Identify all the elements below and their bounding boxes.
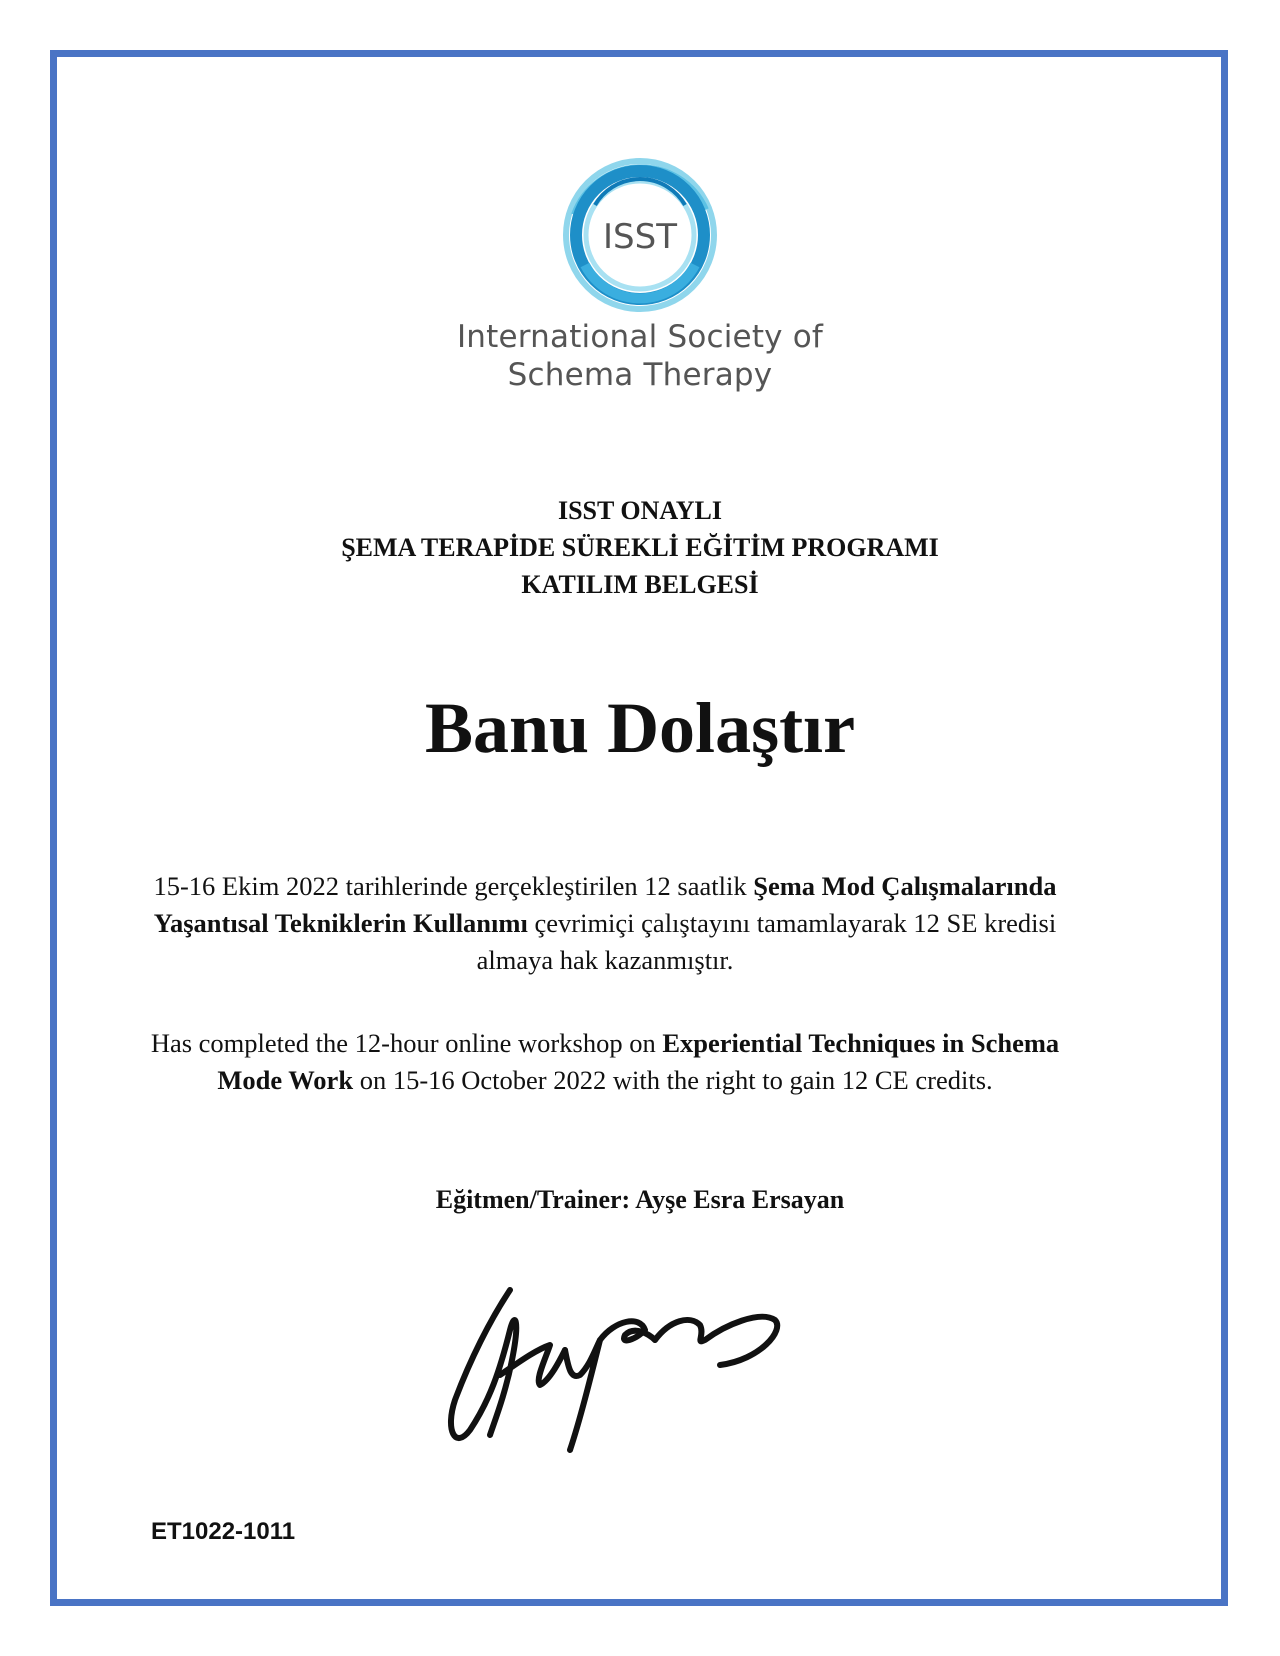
heading-line2: ŞEMA TERAPİDE SÜREKLİ EĞİTİM PROGRAMI	[341, 533, 939, 562]
trainer-line: Eğitmen/Trainer: Ayşe Esra Ersayan	[435, 1185, 845, 1214]
recipient-name: Banu Dolaştır	[424, 688, 856, 768]
heading-line1: ISST ONAYLI	[557, 496, 723, 525]
turkish-statement	[150, 868, 1060, 979]
logo-org-line1: International Society of	[456, 319, 824, 355]
english-statement	[145, 1025, 1065, 1099]
logo-acronym: ISST	[603, 217, 677, 257]
english-text-part1: Has completed the 12-hour online workshop on	[150, 1028, 663, 1058]
turkish-text-part2: çevrimiçi çalıştayını tamamlayarak 12 SE kredisi almaya hak kazanmıştır.	[476, 908, 1057, 975]
trainer-signature	[440, 1280, 810, 1470]
isst-ring-icon	[555, 155, 725, 315]
english-text-part2: on 15-16 October 2022 with the right to gain 12 CE credits.	[353, 1065, 993, 1095]
logo-org-line2: Schema Therapy	[507, 357, 773, 393]
turkish-text-part1: 15-16 Ekim 2022 tarihlerinde gerçekleştirilen 12 saatlik	[153, 871, 754, 901]
logo-organization-name	[0, 318, 1280, 394]
heading-line3: KATILIM BELGESİ	[521, 570, 759, 599]
certificate-code: ET1022-1011	[151, 1518, 296, 1545]
english-workshop-title: Experiential Techniques in Schema Mode Work	[217, 1028, 1060, 1095]
isst-logo	[0, 155, 1280, 315]
turkish-workshop-title: Şema Mod Çalışmalarında Yaşantısal Tekniklerin Kullanımı	[153, 871, 1057, 938]
certificate-heading	[0, 492, 1280, 603]
